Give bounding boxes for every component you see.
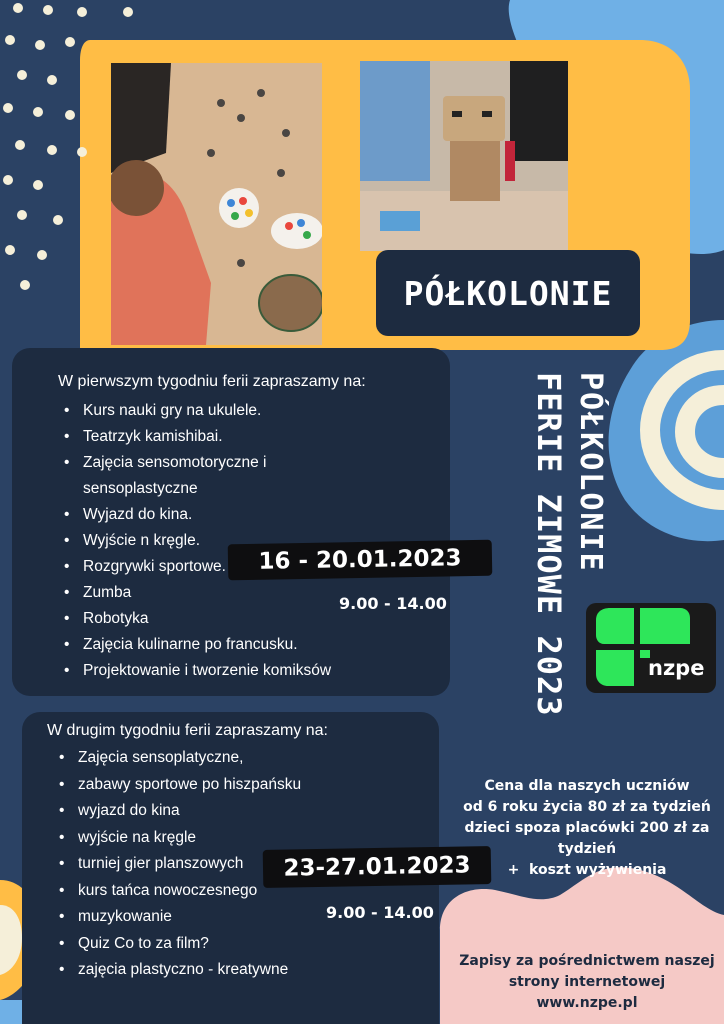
signup-line-1: Zapisy za pośrednictwem naszej [459, 953, 715, 969]
list-item: • Wyjście n kręgle. [58, 528, 328, 554]
price-line-3: dzieci spoza placówki 200 zł za [464, 820, 710, 836]
week1-heading: W pierwszym tygodniu ferii zapraszamy na: [58, 373, 366, 390]
list-item: • muzykowanie [53, 904, 323, 931]
list-item: • Rozgrywki sportowe. [58, 554, 328, 580]
vertical-title-line1: PÓŁKOLONIE [573, 372, 608, 573]
list-item: • Kurs nauki gry na ukulele. [58, 398, 328, 424]
week2-dates: 23-27.01.2023 [263, 846, 492, 888]
price-line-1: Cena dla naszych uczniów [484, 778, 690, 794]
nzpe-logo [586, 603, 716, 693]
list-item: • zabawy sportowe po hiszpańsku [53, 772, 323, 799]
price-line-4: tydzień [557, 841, 617, 857]
list-item: • Teatrzyk kamishibai. [58, 424, 328, 450]
week1-dates: 16 - 20.01.2023 [228, 540, 493, 581]
list-item: • turniej gier planszowych [53, 851, 323, 878]
price-info [452, 776, 722, 881]
list-item: • Zumba [58, 580, 328, 606]
list-item: • wyjście na kręgle [53, 825, 323, 852]
week2-heading: W drugim tygodniu ferii zapraszamy na: [47, 722, 328, 739]
website-link[interactable]: www.nzpe.pl [536, 995, 638, 1011]
list-item: • Projektowanie i tworzenie komiksów [58, 658, 328, 684]
list-item: • Wyjazd do kina. [58, 502, 328, 528]
crafts-table-photo [111, 63, 322, 345]
list-item: • Robotyka [58, 606, 328, 632]
week1-hours: 9.00 - 14.00 [339, 594, 447, 613]
week1-activity-list [58, 398, 332, 684]
list-item: • Zajęcia sensoplatyczne, [53, 745, 323, 772]
vertical-title-line2: FERIE ZIMOWE 2023 [530, 372, 568, 717]
logo-text: nzpe [648, 656, 705, 680]
list-item: • Zajęcia kulinarne po francusku. [58, 632, 328, 658]
week2-hours: 9.00 - 14.00 [326, 903, 434, 922]
week1-panel [12, 348, 450, 696]
price-line-2: od 6 roku życia 80 zł za tydzień [463, 799, 711, 815]
cardboard-robot-photo [360, 61, 568, 251]
list-item: • Quiz Co to za film? [53, 931, 323, 958]
signup-line-2: strony internetowej [508, 974, 666, 990]
list-item: • kurs tańca nowoczesnego [53, 878, 323, 905]
price-line-5: + koszt wyżywienia [507, 862, 667, 878]
list-item: • Zajęcia sensomotoryczne i sensoplastyczne [58, 450, 298, 502]
list-item: • zajęcia plastyczno - kreatywne [53, 957, 323, 984]
title-box: PÓŁKOLONIE [376, 250, 640, 336]
signup-info [452, 951, 722, 1014]
list-item: • wyjazd do kina [53, 798, 323, 825]
